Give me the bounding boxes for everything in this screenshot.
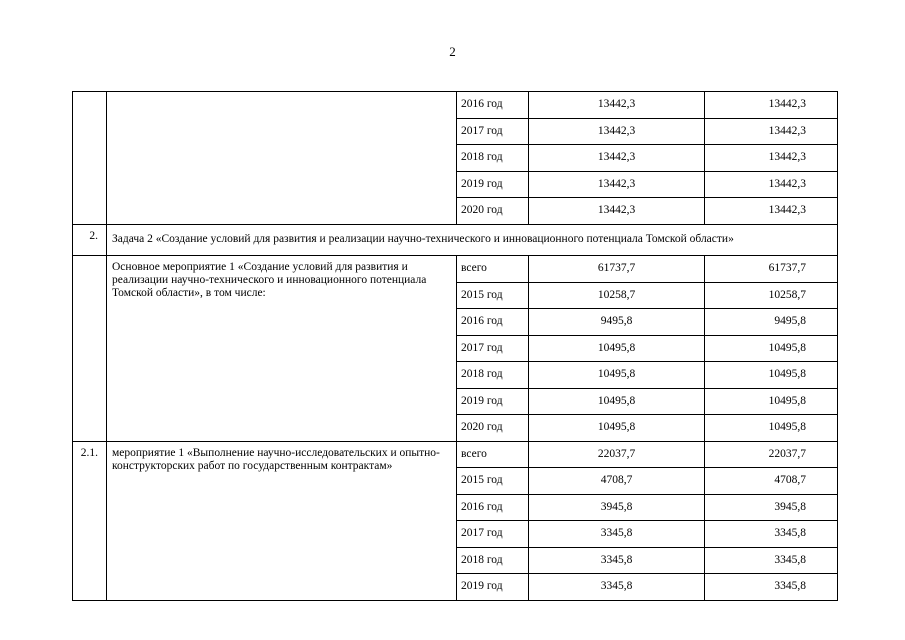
year-cell: 2018 год xyxy=(457,362,529,389)
value-cell: 3945,8 xyxy=(529,494,705,521)
value-cell: 13442,3 xyxy=(529,198,705,225)
year-cell: 2018 год xyxy=(457,145,529,172)
value-cell: 61737,7 xyxy=(705,256,838,283)
number-cell xyxy=(73,92,107,225)
value-cell: 13442,3 xyxy=(705,171,838,198)
value-cell: 10495,8 xyxy=(705,388,838,415)
value-cell: 10495,8 xyxy=(529,335,705,362)
value-cell: 10495,8 xyxy=(529,362,705,389)
year-cell: 2016 год xyxy=(457,92,529,119)
value-cell: 13442,3 xyxy=(529,92,705,119)
value-cell: 13442,3 xyxy=(705,145,838,172)
table-row xyxy=(73,92,838,119)
number-cell xyxy=(73,256,107,442)
task-number: 2. xyxy=(73,224,107,256)
year-cell: 2019 год xyxy=(457,574,529,601)
year-cell: 2018 год xyxy=(457,547,529,574)
table-row xyxy=(73,441,838,468)
task-title: Задача 2 «Создание условий для развития и реализации научно-технического и инновационного потенциала Томской области» xyxy=(107,224,838,256)
value-cell: 13442,3 xyxy=(705,118,838,145)
value-cell: 10495,8 xyxy=(705,335,838,362)
value-cell: 13442,3 xyxy=(529,145,705,172)
year-cell: 2015 год xyxy=(457,468,529,495)
value-cell: 13442,3 xyxy=(529,118,705,145)
value-cell: 61737,7 xyxy=(529,256,705,283)
value-cell: 10495,8 xyxy=(529,388,705,415)
value-cell: 3345,8 xyxy=(529,547,705,574)
event-description: мероприятие 1 «Выполнение научно-исследовательских и опытно-конструкторских работ по государственным контрактам» xyxy=(107,441,457,600)
value-cell: 3345,8 xyxy=(705,521,838,548)
year-cell: 2019 год xyxy=(457,171,529,198)
value-cell: 10258,7 xyxy=(529,282,705,309)
year-cell: 2017 год xyxy=(457,521,529,548)
value-cell: 10495,8 xyxy=(705,362,838,389)
year-cell: 2017 год xyxy=(457,118,529,145)
value-cell: 10258,7 xyxy=(705,282,838,309)
main-event-description: Основное мероприятие 1 «Создание условий для развития и реализации научно-технического и инновационного потенциала Томской области», в том числе: xyxy=(107,256,457,442)
value-cell: 3345,8 xyxy=(529,521,705,548)
year-cell: 2020 год xyxy=(457,415,529,442)
table-row xyxy=(73,256,838,283)
value-cell: 3345,8 xyxy=(529,574,705,601)
event-number: 2.1. xyxy=(73,441,107,600)
year-cell: 2016 год xyxy=(457,309,529,336)
page-number: 2 xyxy=(449,44,456,59)
value-cell: 3345,8 xyxy=(705,574,838,601)
value-cell: 22037,7 xyxy=(705,441,838,468)
value-cell: 3945,8 xyxy=(705,494,838,521)
description-cell xyxy=(107,92,457,225)
year-cell: 2016 год xyxy=(457,494,529,521)
budget-table xyxy=(72,91,838,601)
year-cell: всего xyxy=(457,256,529,283)
value-cell: 13442,3 xyxy=(529,171,705,198)
value-cell: 9495,8 xyxy=(705,309,838,336)
value-cell: 4708,7 xyxy=(705,468,838,495)
value-cell: 13442,3 xyxy=(705,92,838,119)
year-cell: 2020 год xyxy=(457,198,529,225)
task-row xyxy=(73,224,838,256)
value-cell: 3345,8 xyxy=(705,547,838,574)
value-cell: 10495,8 xyxy=(529,415,705,442)
year-cell: 2019 год xyxy=(457,388,529,415)
value-cell: 13442,3 xyxy=(705,198,838,225)
value-cell: 9495,8 xyxy=(529,309,705,336)
value-cell: 22037,7 xyxy=(529,441,705,468)
value-cell: 4708,7 xyxy=(529,468,705,495)
year-cell: 2017 год xyxy=(457,335,529,362)
year-cell: 2015 год xyxy=(457,282,529,309)
year-cell: всего xyxy=(457,441,529,468)
value-cell: 10495,8 xyxy=(705,415,838,442)
